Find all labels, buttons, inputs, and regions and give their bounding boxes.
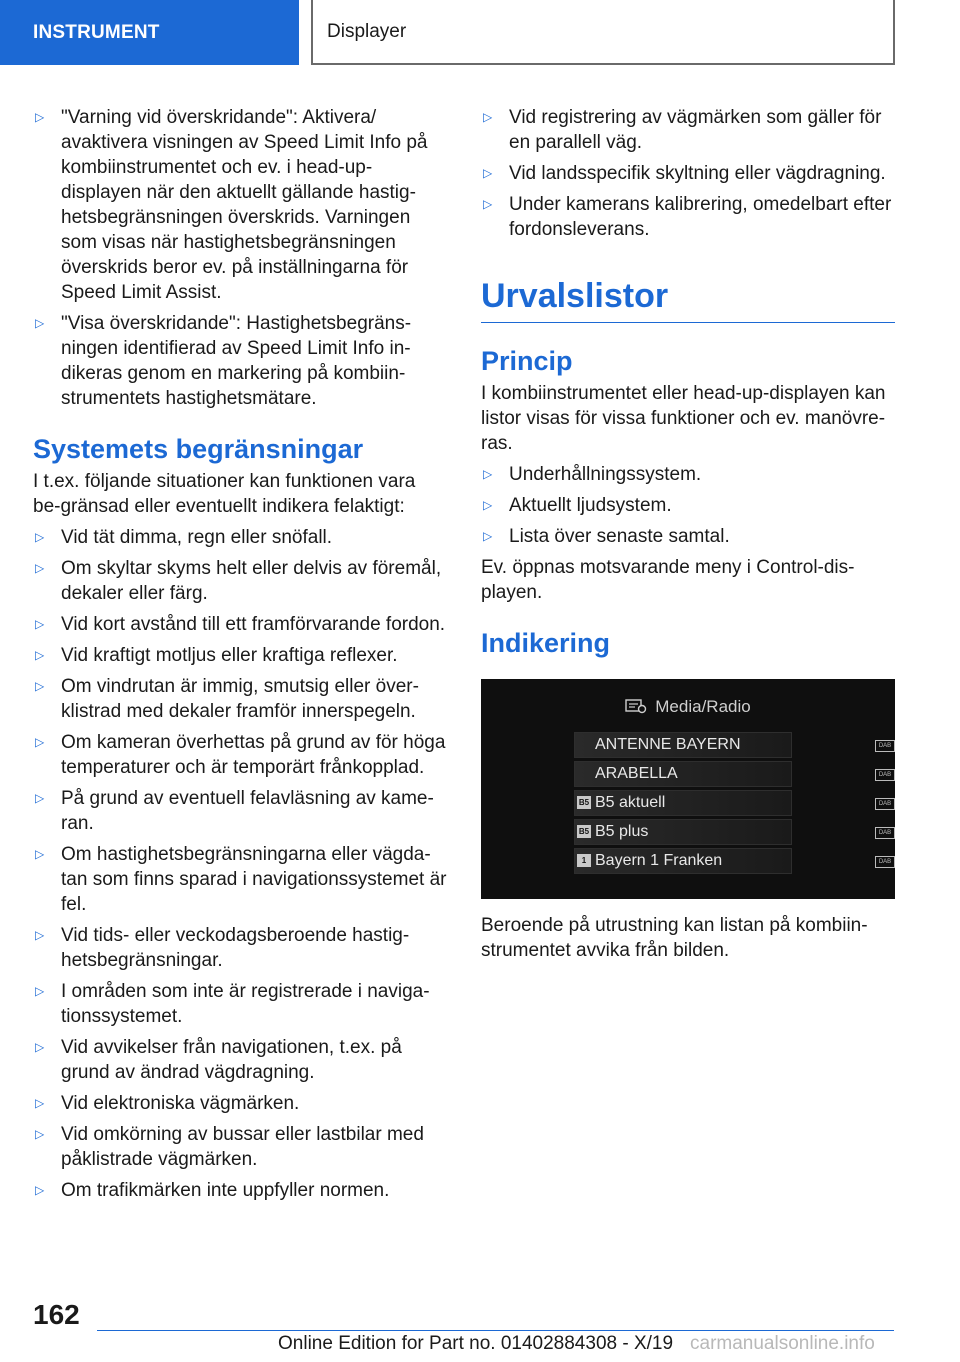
list-item: ▷ Vid elektroniska vägmärken. <box>35 1093 300 1114</box>
station-label: B5 aktuell <box>595 794 666 811</box>
watermark: carmanualsonline.info <box>690 1333 875 1354</box>
triangle-bullet-icon: ▷ <box>483 110 493 124</box>
list-item: ▷ I områden som inte är registrerade i naviga-tionssystemet. <box>35 981 430 1027</box>
triangle-bullet-icon: ▷ <box>35 648 45 662</box>
station-list <box>574 732 892 877</box>
section-label: INSTRUMENT <box>33 21 160 43</box>
principle-text: I kombiinstrumentet eller head-up-displayen kan listor visas för vissa funktioner och ev. manövre-ras. <box>481 383 886 454</box>
dab-badge: DAB <box>875 856 895 868</box>
list-item: ▷ Vid omkörning av bussar eller lastbilar med påklistrade vägmärken. <box>35 1124 424 1170</box>
station-logo-icon: B5 <box>578 798 590 807</box>
principle-heading: Princip <box>481 346 573 376</box>
station-logo-icon: B5 <box>578 827 590 836</box>
list-item: ▷ Vid registrering av vägmärken som gäller för en parallell väg. <box>483 107 882 153</box>
screen-title: Media/Radio <box>481 697 895 717</box>
edition-text: Online Edition for Part no. 01402884308 - X/19 <box>278 1333 674 1354</box>
dab-badge: DAB <box>875 740 895 752</box>
list-item: ▷ Vid tät dimma, regn eller snöfall. <box>35 527 333 548</box>
list-item: ▷ "Visa överskridande": Hastighetsbegräns-ningen identifierad av Speed Limit Info in-dikeras genom en markering på kombiin-strumentets hastighetsmätare. <box>35 313 412 409</box>
image-caption: Beroende på utrustning kan listan på kombiin-strumentet avvika från bilden. <box>481 915 868 961</box>
station-logo-icon: 1 <box>577 854 591 867</box>
list-item: ▷ Om trafikmärken inte uppfyller normen. <box>35 1180 390 1201</box>
triangle-bullet-icon: ▷ <box>35 1096 45 1110</box>
triangle-bullet-icon: ▷ <box>35 316 45 330</box>
list-item: ▷ Om vindrutan är immig, smutsig eller över-klistrad med dekaler framför innerspegeln. <box>35 676 419 722</box>
triangle-bullet-icon: ▷ <box>35 928 45 942</box>
section-tab <box>0 0 299 65</box>
section-heading: Systemets begränsningar <box>33 434 364 464</box>
triangle-bullet-icon: ▷ <box>35 110 45 124</box>
list-item: ▷ Underhållningssystem. <box>483 464 702 485</box>
list-item: ▷ Vid tids- eller veckodagsberoende hastig-hetsbegränsningar. <box>35 925 410 971</box>
list-item: ▷ På grund av eventuell felavläsning av kame-ran. <box>35 788 434 834</box>
list-item: ▷ Aktuellt ljudsystem. <box>483 495 672 516</box>
chapter-box <box>311 0 895 65</box>
triangle-bullet-icon: ▷ <box>35 1183 45 1197</box>
station-row <box>574 732 892 758</box>
triangle-bullet-icon: ▷ <box>483 498 493 512</box>
media-radio-screenshot <box>481 679 895 899</box>
triangle-bullet-icon: ▷ <box>35 1127 45 1141</box>
triangle-bullet-icon: ▷ <box>483 467 493 481</box>
triangle-bullet-icon: ▷ <box>483 197 493 211</box>
triangle-bullet-icon: ▷ <box>35 791 45 805</box>
station-label: ANTENNE BAYERN <box>595 736 741 753</box>
dab-badge: DAB <box>875 769 895 781</box>
left-column <box>33 100 447 1209</box>
limitations-list <box>33 525 447 1203</box>
station-row <box>574 761 892 787</box>
media-radio-icon <box>625 697 647 715</box>
display-heading: Indikering <box>481 628 611 658</box>
dab-badge: DAB <box>875 827 895 839</box>
station-label: Bayern 1 Franken <box>595 852 723 869</box>
list-item: ▷ Vid kort avstånd till ett framförvarande fordon. <box>35 614 446 635</box>
list-item: ▷ "Varning vid överskridande": Aktivera/ avaktivera visningen av Speed Limit Info på kombiinstrumentet och ev. i head-up-displayen när den aktuellt gällande hastig-hetsbegränsningen överskrids. Varningen som visas när hastighetsbegränsningen överskrids beror ev. på inställningarna för Speed Limit Assist. <box>35 107 428 303</box>
triangle-bullet-icon: ▷ <box>35 679 45 693</box>
station-row <box>574 790 892 816</box>
station-row <box>574 848 892 874</box>
list-item: ▷ Om kameran överhettas på grund av för höga temperaturer och är temporärt frånkopplad. <box>35 732 446 778</box>
triangle-bullet-icon: ▷ <box>35 735 45 749</box>
page-number: 162 <box>33 1299 80 1330</box>
triangle-bullet-icon: ▷ <box>483 529 493 543</box>
station-label: ARABELLA <box>595 765 678 782</box>
list-item: ▷ Vid avvikelser från navigationen, t.ex. på grund av ändrad vägdragning. <box>35 1037 402 1083</box>
footer-divider <box>97 1330 894 1331</box>
triangle-bullet-icon: ▷ <box>35 984 45 998</box>
station-label: B5 plus <box>595 823 649 840</box>
chapter-label: Displayer <box>327 20 407 42</box>
list-item: ▷ Lista över senaste samtal. <box>483 526 730 547</box>
dab-badge: DAB <box>875 798 895 810</box>
triangle-bullet-icon: ▷ <box>35 561 45 575</box>
right-column <box>481 100 895 963</box>
triangle-bullet-icon: ▷ <box>35 1040 45 1054</box>
list-item: ▷ Om hastighetsbegränsningarna eller vägda-tan som finns sparad i navigationssystemet är fel. <box>35 844 447 915</box>
triangle-bullet-icon: ▷ <box>35 847 45 861</box>
intro-text: I t.ex. följande situationer kan funktionen vara be-gränsad eller eventuellt indikera felaktigt: <box>33 471 416 517</box>
principle-after-text: Ev. öppnas motsvarande meny i Control-dis-playen. <box>481 557 855 603</box>
triangle-bullet-icon: ▷ <box>35 530 45 544</box>
triangle-bullet-icon: ▷ <box>483 166 493 180</box>
triangle-bullet-icon: ▷ <box>35 617 45 631</box>
list-item: ▷ Vid kraftigt motljus eller kraftiga reflexer. <box>35 645 398 666</box>
chapter-heading: Urvalslistor <box>481 276 895 323</box>
list-item: ▷ Vid landsspecifik skyltning eller vägdragning. <box>483 163 886 184</box>
list-item: ▷ Under kamerans kalibrering, omedelbart efter fordonsleverans. <box>483 194 892 240</box>
station-row <box>574 819 892 845</box>
list-item: ▷ Om skyltar skyms helt eller delvis av föremål, dekaler eller färg. <box>35 558 442 604</box>
